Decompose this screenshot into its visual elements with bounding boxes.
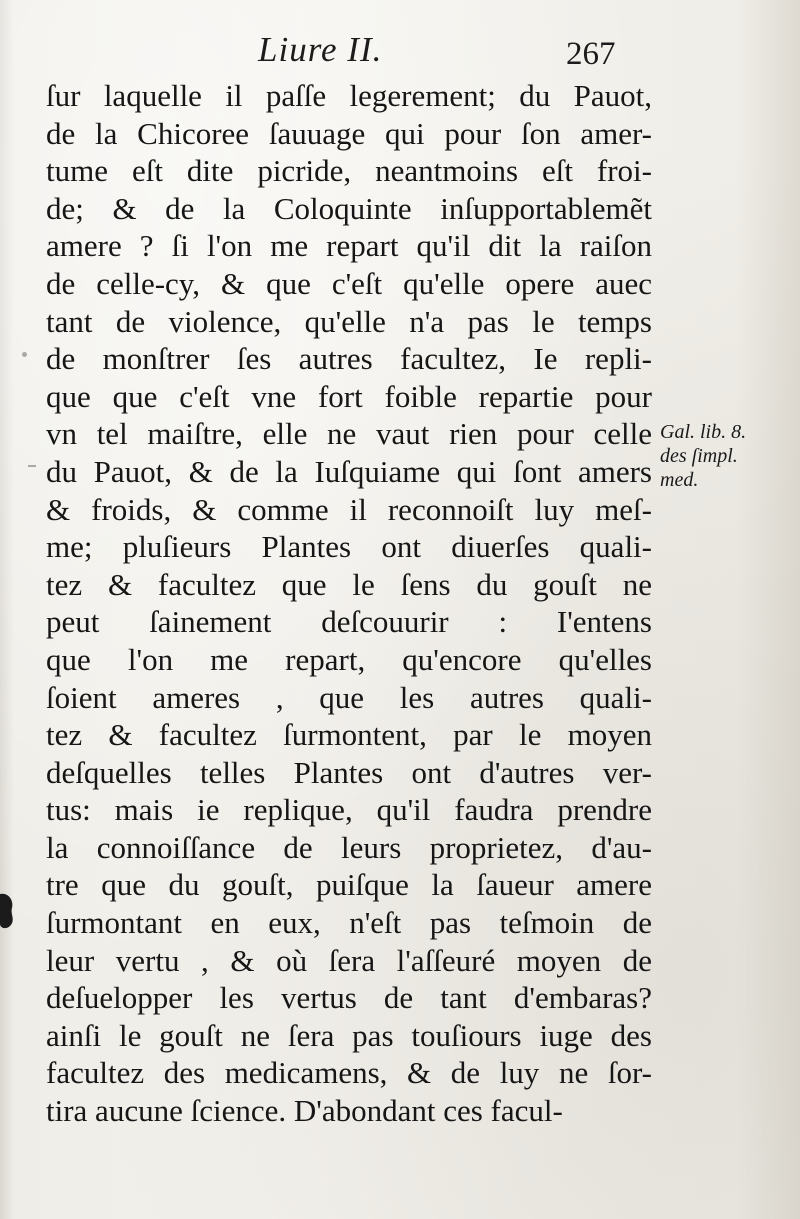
page-number: 267	[566, 36, 616, 72]
marginal-note-line: des ſimpl.	[660, 445, 738, 467]
text-line: amere ? ſi l'on me repart qu'il dit la raiſon	[46, 228, 652, 264]
text-line: tant de violence, qu'elle n'a pas le temps	[46, 303, 652, 339]
text-line: & froids, & comme il reconnoiſt luy meſ-	[46, 491, 652, 527]
marginal-note-line: med.	[660, 469, 699, 491]
margin-mark	[28, 465, 36, 467]
page-header	[0, 26, 800, 76]
marginal-note	[660, 420, 790, 492]
text-line: de monſtrer ſes autres facultez, Ie repli-	[46, 341, 652, 377]
ink-blot	[0, 890, 18, 930]
marginal-note-line: Gal. lib. 8.	[660, 421, 747, 443]
text-line: tume eſt dite picride, neantmoins eſt froi-	[46, 153, 652, 189]
text-line: ſur laquelle il paſſe legerement; du Pauot,	[46, 78, 652, 113]
text-line: tre que du gouſt, puiſque la ſaueur amere	[46, 867, 652, 903]
text-line: tira aucune ſcience. D'abondant ces facul-	[46, 1093, 563, 1129]
text-line: leur vertu , & où ſera l'aſſeuré moyen de	[46, 942, 652, 978]
text-line: que l'on me repart, qu'encore qu'elles	[46, 641, 652, 677]
text-line: du Pauot, & de la Iuſquiame qui ſont amers	[46, 453, 652, 489]
text-line: ainſi le gouſt ne ſera pas touſiours iuge des	[46, 1017, 652, 1053]
text-line: vn tel maiſtre, elle ne vaut rien pour celle	[46, 416, 652, 452]
text-line: de; & de la Coloquinte inſupportablemẽt	[46, 190, 652, 226]
running-head: Liure II.	[258, 30, 383, 69]
body-text	[46, 77, 652, 1130]
text-line: tus: mais ie replique, qu'il faudra prendre	[46, 792, 652, 828]
text-line: deſquelles telles Plantes ont d'autres ver-	[46, 754, 652, 790]
margin-mark	[22, 352, 27, 357]
text-line: tez & facultez que le ſens du gouſt ne	[46, 566, 652, 602]
text-line: peut ſainement deſcouurir : I'entens	[46, 604, 652, 640]
text-line: la connoiſſance de leurs proprietez, d'au-	[46, 829, 652, 865]
text-line: que que c'eſt vne fort foible repartie pour	[46, 378, 652, 414]
text-line: ſurmontant en eux, n'eſt pas teſmoin de	[46, 905, 652, 941]
text-line: tez & facultez ſurmontent, par le moyen	[46, 717, 652, 753]
text-line: deſuelopper les vertus de tant d'embaras?	[46, 980, 652, 1016]
text-line: me; pluſieurs Plantes ont diuerſes quali-	[46, 529, 652, 565]
text-line: de celle-cy, & que c'eſt qu'elle opere auec	[46, 265, 652, 301]
text-line: ſoient ameres , que les autres quali-	[46, 679, 652, 715]
text-line: facultez des medicamens, & de luy ne ſor-	[46, 1055, 652, 1091]
text-line: de la Chicoree ſauuage qui pour ſon amer-	[46, 115, 652, 151]
